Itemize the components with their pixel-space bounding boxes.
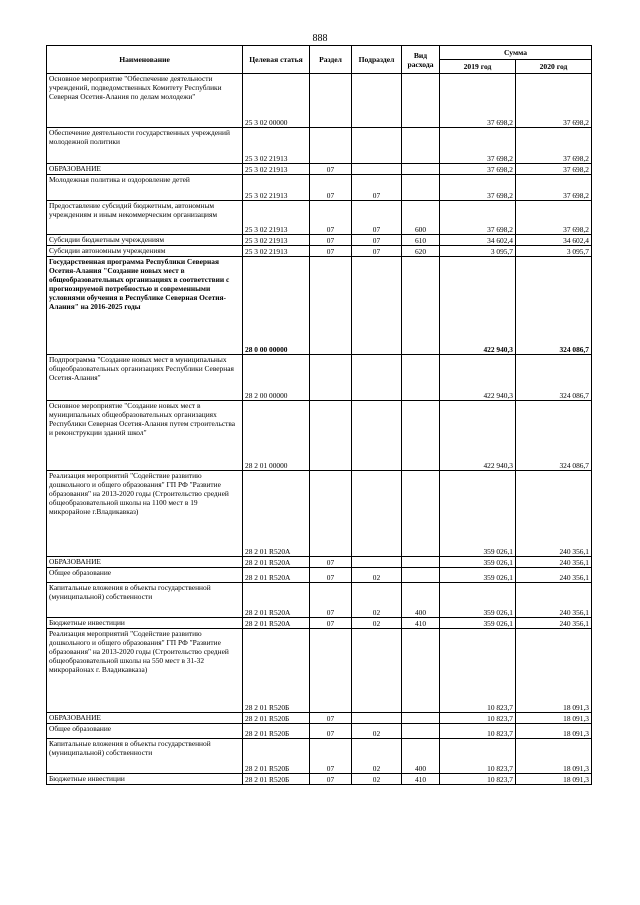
row-section: 07 xyxy=(310,618,352,629)
row-target: 25 3 02 00000 xyxy=(243,74,310,128)
row-name: Реализация мероприятий "Содействие развитию дошкольного и общего образования" ГП РФ "Развитие образования" на 2013-2020 годы (Строительство средней общеобразовательной школы на 550 мест в 31-32 микрорайонах г. Владикавказа) xyxy=(47,629,243,713)
table-row xyxy=(47,629,592,713)
row-section xyxy=(310,74,352,128)
row-expense-type xyxy=(402,164,440,175)
row-sum-2019: 37 698,2 xyxy=(440,164,516,175)
header-expense-type: Вид расхода xyxy=(402,46,440,74)
row-name: Реализация мероприятий "Содействие развитию дошкольного и общего образования" ГП РФ "Развитие образования" на 2013-2020 годы (Строительство средней общеобразовательной школы на 1100 мест в 19 микрорайоне г.Владикавказ) xyxy=(47,471,243,557)
header-target: Целевая статья xyxy=(243,46,310,74)
row-sum-2019: 37 698,2 xyxy=(440,201,516,235)
row-expense-type xyxy=(402,74,440,128)
table-row xyxy=(47,471,592,557)
row-sum-2020: 18 091,3 xyxy=(516,774,592,785)
row-section xyxy=(310,355,352,401)
row-name: Государственная программа Республики Северная Осетия-Алания "Создание новых мест в общеобразовательных организациях в соответствии с прогнозируемой потребностью и современными условиями обучения в Республике Северная Осетия-Алания" на 2016-2025 годы xyxy=(47,257,243,355)
row-name: Молодежная политика и оздоровление детей xyxy=(47,175,243,201)
header-subsection: Подраздел xyxy=(352,46,402,74)
row-sum-2019: 37 698,2 xyxy=(440,128,516,164)
row-sum-2019: 3 095,7 xyxy=(440,246,516,257)
row-subsection: 07 xyxy=(352,201,402,235)
row-section: 07 xyxy=(310,568,352,583)
header-section: Раздел xyxy=(310,46,352,74)
row-subsection xyxy=(352,355,402,401)
row-name: Общее образование xyxy=(47,724,243,739)
row-sum-2019: 359 026,1 xyxy=(440,618,516,629)
row-sum-2019: 37 698,2 xyxy=(440,175,516,201)
row-sum-2020: 324 086,7 xyxy=(516,401,592,471)
table-row xyxy=(47,201,592,235)
row-target: 28 2 01 R520Б xyxy=(243,774,310,785)
row-subsection: 07 xyxy=(352,175,402,201)
table-row xyxy=(47,774,592,785)
row-target: 28 2 01 R520А xyxy=(243,568,310,583)
row-target: 28 2 01 R520А xyxy=(243,471,310,557)
row-sum-2019: 359 026,1 xyxy=(440,557,516,568)
row-subsection xyxy=(352,557,402,568)
row-subsection xyxy=(352,74,402,128)
row-sum-2019: 359 026,1 xyxy=(440,568,516,583)
row-sum-2019: 10 823,7 xyxy=(440,724,516,739)
row-name: Субсидии бюджетным учреждениям xyxy=(47,235,243,246)
header-sum: Сумма xyxy=(440,46,592,60)
row-section xyxy=(310,257,352,355)
row-target: 25 3 02 21913 xyxy=(243,201,310,235)
table-row xyxy=(47,568,592,583)
row-expense-type xyxy=(402,355,440,401)
table-row xyxy=(47,128,592,164)
row-sum-2019: 422 940,3 xyxy=(440,355,516,401)
row-sum-2020: 324 086,7 xyxy=(516,355,592,401)
row-section: 07 xyxy=(310,583,352,618)
row-subsection: 02 xyxy=(352,583,402,618)
row-sum-2020: 3 095,7 xyxy=(516,246,592,257)
row-sum-2019: 422 940,3 xyxy=(440,257,516,355)
row-target: 25 3 02 21913 xyxy=(243,128,310,164)
table-row xyxy=(47,557,592,568)
row-subsection xyxy=(352,257,402,355)
table-row xyxy=(47,164,592,175)
row-expense-type xyxy=(402,471,440,557)
row-name: ОБРАЗОВАНИЕ xyxy=(47,713,243,724)
row-sum-2020: 37 698,2 xyxy=(516,201,592,235)
page-number: 888 xyxy=(312,33,328,44)
row-subsection xyxy=(352,164,402,175)
row-target: 28 2 00 00000 xyxy=(243,355,310,401)
row-name: Предоставление субсидий бюджетным, автономным учреждениям и иным некоммерческим организациям xyxy=(47,201,243,235)
row-name: Бюджетные инвестиции xyxy=(47,618,243,629)
row-section: 07 xyxy=(310,557,352,568)
row-name: Бюджетные инвестиции xyxy=(47,774,243,785)
row-section: 07 xyxy=(310,724,352,739)
row-subsection: 02 xyxy=(352,774,402,785)
row-expense-type: 620 xyxy=(402,246,440,257)
table-row xyxy=(47,257,592,355)
row-sum-2020: 240 356,1 xyxy=(516,583,592,618)
row-target: 28 2 01 R520А xyxy=(243,583,310,618)
row-expense-type xyxy=(402,629,440,713)
row-section: 07 xyxy=(310,739,352,774)
table-row xyxy=(47,355,592,401)
row-sum-2020: 37 698,2 xyxy=(516,74,592,128)
row-sum-2020: 240 356,1 xyxy=(516,618,592,629)
row-section xyxy=(310,128,352,164)
row-target: 25 3 02 21913 xyxy=(243,246,310,257)
row-sum-2019: 422 940,3 xyxy=(440,401,516,471)
header-name: Наименование xyxy=(47,46,243,74)
table-body xyxy=(47,74,592,785)
row-name: Капитальные вложения в объекты государственной (муниципальной) собственности xyxy=(47,739,243,774)
row-section: 07 xyxy=(310,713,352,724)
row-expense-type xyxy=(402,175,440,201)
row-target: 28 2 01 00000 xyxy=(243,401,310,471)
row-sum-2020: 324 086,7 xyxy=(516,257,592,355)
row-subsection xyxy=(352,128,402,164)
row-target: 25 3 02 21913 xyxy=(243,235,310,246)
row-section: 07 xyxy=(310,175,352,201)
row-subsection: 02 xyxy=(352,724,402,739)
row-expense-type xyxy=(402,257,440,355)
row-sum-2020: 240 356,1 xyxy=(516,557,592,568)
row-name: Капитальные вложения в объекты государственной (муниципальной) собственности xyxy=(47,583,243,618)
row-target: 28 2 01 R520Б xyxy=(243,724,310,739)
row-name: Общее образование xyxy=(47,568,243,583)
header-year2: 2020 год xyxy=(516,60,592,74)
row-subsection: 07 xyxy=(352,235,402,246)
row-section: 07 xyxy=(310,201,352,235)
row-name: ОБРАЗОВАНИЕ xyxy=(47,557,243,568)
table-row xyxy=(47,724,592,739)
table-row xyxy=(47,175,592,201)
row-subsection: 07 xyxy=(352,246,402,257)
row-name: Обеспечение деятельности государственных учреждений молодежной политики xyxy=(47,128,243,164)
row-sum-2019: 10 823,7 xyxy=(440,713,516,724)
table-row xyxy=(47,618,592,629)
row-name: ОБРАЗОВАНИЕ xyxy=(47,164,243,175)
row-sum-2019: 37 698,2 xyxy=(440,74,516,128)
row-expense-type xyxy=(402,568,440,583)
row-expense-type: 610 xyxy=(402,235,440,246)
table-row xyxy=(47,713,592,724)
row-subsection xyxy=(352,629,402,713)
row-sum-2019: 359 026,1 xyxy=(440,583,516,618)
row-expense-type xyxy=(402,128,440,164)
row-sum-2020: 37 698,2 xyxy=(516,164,592,175)
row-target: 28 2 01 R520А xyxy=(243,618,310,629)
row-expense-type xyxy=(402,713,440,724)
row-target: 28 2 01 R520А xyxy=(243,557,310,568)
row-name: Подпрограмма "Создание новых мест в муниципальных общеобразовательных организациях Республики Северная Осетия-Алания" xyxy=(47,355,243,401)
row-sum-2020: 18 091,3 xyxy=(516,724,592,739)
row-subsection: 02 xyxy=(352,739,402,774)
row-target: 28 2 01 R520Б xyxy=(243,739,310,774)
table-row xyxy=(47,739,592,774)
row-sum-2020: 18 091,3 xyxy=(516,629,592,713)
table-row xyxy=(47,235,592,246)
row-name: Основное мероприятие "Создание новых мест в муниципальных общеобразовательных организациях Республики Северная Осетия-Алания путем строительства и реконструкции зданий школ" xyxy=(47,401,243,471)
table-row xyxy=(47,246,592,257)
row-sum-2020: 18 091,3 xyxy=(516,739,592,774)
table-row xyxy=(47,583,592,618)
row-target: 28 2 01 R520Б xyxy=(243,629,310,713)
row-name: Основное мероприятие "Обеспечение деятельности учреждений, подведомственных Комитету Республики Северная Осетия-Алания по делам молодежи" xyxy=(47,74,243,128)
row-sum-2020: 18 091,3 xyxy=(516,713,592,724)
row-expense-type xyxy=(402,401,440,471)
row-section xyxy=(310,471,352,557)
row-subsection xyxy=(352,401,402,471)
row-section xyxy=(310,401,352,471)
table-row xyxy=(47,74,592,128)
row-sum-2020: 240 356,1 xyxy=(516,471,592,557)
row-sum-2019: 10 823,7 xyxy=(440,774,516,785)
row-target: 25 3 02 21913 xyxy=(243,164,310,175)
row-expense-type: 410 xyxy=(402,774,440,785)
header-year1: 2019 год xyxy=(440,60,516,74)
row-subsection xyxy=(352,471,402,557)
row-target: 25 3 02 21913 xyxy=(243,175,310,201)
row-sum-2020: 240 356,1 xyxy=(516,568,592,583)
row-expense-type: 410 xyxy=(402,618,440,629)
row-sum-2020: 34 602,4 xyxy=(516,235,592,246)
row-sum-2020: 37 698,2 xyxy=(516,175,592,201)
row-section: 07 xyxy=(310,164,352,175)
row-subsection: 02 xyxy=(352,618,402,629)
row-expense-type xyxy=(402,557,440,568)
row-expense-type: 400 xyxy=(402,739,440,774)
row-section xyxy=(310,629,352,713)
row-section: 07 xyxy=(310,246,352,257)
row-section: 07 xyxy=(310,774,352,785)
row-subsection xyxy=(352,713,402,724)
row-expense-type xyxy=(402,724,440,739)
row-target: 28 2 01 R520Б xyxy=(243,713,310,724)
row-sum-2019: 34 602,4 xyxy=(440,235,516,246)
row-sum-2019: 359 026,1 xyxy=(440,471,516,557)
row-sum-2019: 10 823,7 xyxy=(440,629,516,713)
row-target: 28 0 00 00000 xyxy=(243,257,310,355)
table-row xyxy=(47,401,592,471)
table-header xyxy=(47,46,592,74)
row-expense-type: 600 xyxy=(402,201,440,235)
row-subsection: 02 xyxy=(352,568,402,583)
row-section: 07 xyxy=(310,235,352,246)
row-sum-2020: 37 698,2 xyxy=(516,128,592,164)
row-expense-type: 400 xyxy=(402,583,440,618)
budget-table xyxy=(46,45,592,785)
row-name: Субсидии автономным учреждениям xyxy=(47,246,243,257)
row-sum-2019: 10 823,7 xyxy=(440,739,516,774)
